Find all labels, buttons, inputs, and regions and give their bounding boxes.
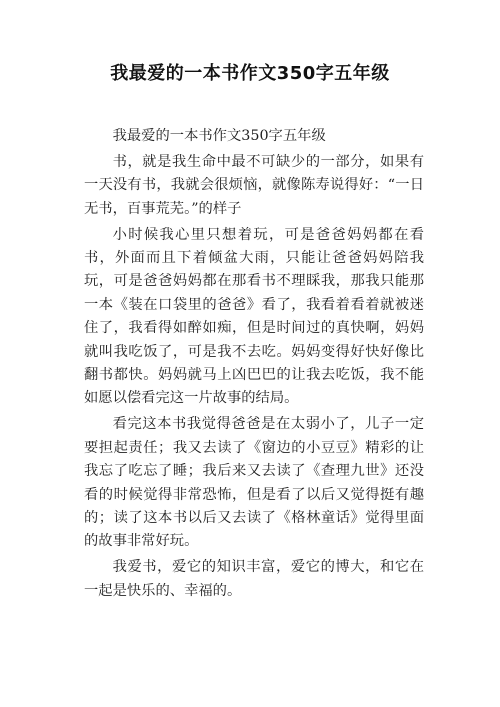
article-body xyxy=(84,125,424,606)
paragraph-books-read: 看完这本书我觉得爸爸是在太弱小了，儿子一定要担起责任；我又去读了《窗边的小豆豆》精彩的让我忘了吃忘了睡；我后来又去读了《查理九世》还没看的时候觉得非常恐怖，但是看了以后又觉得挺有趣的；读了这本书以后又去读了《格林童话》觉得里面的故事非常好玩。 xyxy=(84,416,424,550)
paragraph-subtitle: 我最爱的一本书作文350字五年级 xyxy=(112,128,326,144)
paragraph-conclusion: 我爱书，爱它的知识丰富，爱它的博大，和它在一起是快乐的、幸福的。 xyxy=(84,559,424,599)
paragraph-childhood: 小时候我心里只想着玩，可是爸爸妈妈都在看书，外面而且下着倾盆大雨，只能让爸爸妈妈陪我玩，可是爸爸妈妈都在那看书不理睬我，那我只能那一本《装在口袋里的爸爸》看了，我看着看着就被迷住了，我看得如醉如痴，但是时间过的真快啊，妈妈就叫我吃饭了，可是我不去吃。妈妈变得好快好像比翻书都快。妈妈就马上凶巴巴的让我去吃饭，我不能如愿以偿看完这一片故事的结局。 xyxy=(84,226,424,407)
page-title: 我最爱的一本书作文350字五年级 xyxy=(110,63,390,84)
paragraph-intro: 书，就是我生命中最不可缺少的一部分，如果有一天没有书，我就会很烦恼，就像陈寿说得好：“一日无书，百事荒芜。”的样子 xyxy=(84,153,424,217)
